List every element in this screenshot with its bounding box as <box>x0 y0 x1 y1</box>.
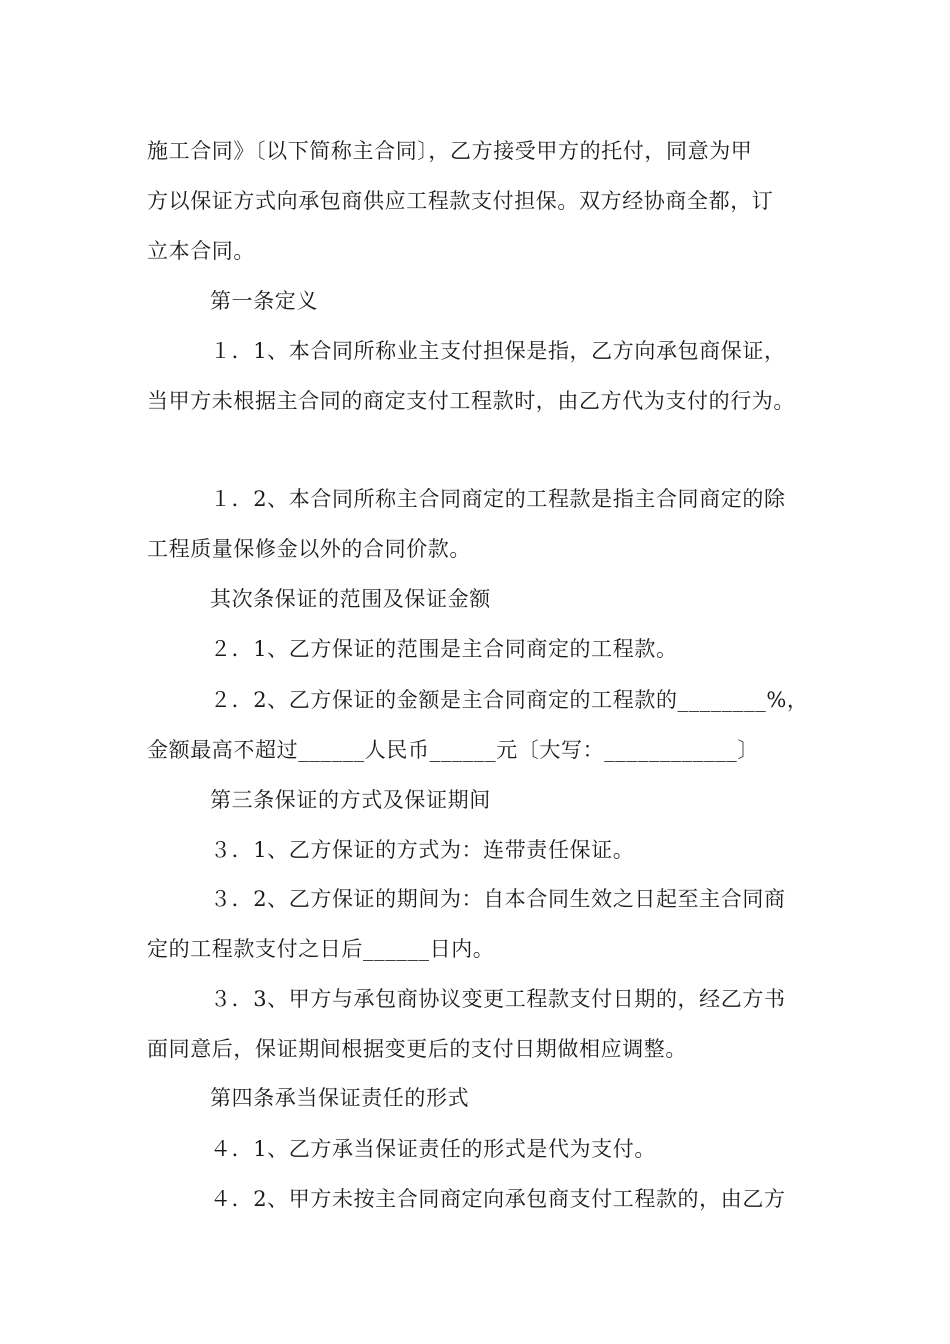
section-heading: 第一条定义 <box>210 289 318 313</box>
text-line: ３．3、甲方与承包商协议变更工程款支付日期的，经乙方书 <box>210 987 786 1011</box>
text-line: 金额最高不超过______人民币______元〔大写：____________〕 <box>147 738 759 762</box>
section-heading: 第三条保证的方式及保证期间 <box>210 788 491 812</box>
text-line: 工程质量保修金以外的合同价款。 <box>147 537 471 561</box>
text-line: ３．1、乙方保证的方式为：连带责任保证。 <box>210 838 635 862</box>
text-line: 当甲方未根据主合同的商定支付工程款时，由乙方代为支付的行为。 <box>147 389 795 413</box>
text-line: ２．1、乙方保证的范围是主合同商定的工程款。 <box>210 637 678 661</box>
text-line: ４．2、甲方未按主合同商定向承包商支付工程款的，由乙方 <box>210 1187 786 1211</box>
text-line: 定的工程款支付之日后______日内。 <box>147 937 495 961</box>
text-line: 方以保证方式向承包商供应工程款支付担保。双方经协商全都，订 <box>147 189 774 213</box>
text-line: 立本合同。 <box>147 239 255 263</box>
text-line: １．2、本合同所称主合同商定的工程款是指主合同商定的除 <box>210 487 786 511</box>
section-heading: 第四条承当保证责任的形式 <box>210 1086 470 1110</box>
section-heading: 其次条保证的范围及保证金额 <box>210 587 491 611</box>
text-line: 施工合同》〔以下简称主合同〕，乙方接受甲方的托付，同意为甲 <box>147 139 753 163</box>
text-line: １．1、本合同所称业主支付担保是指，乙方向承包商保证， <box>210 339 786 363</box>
text-line: ２．2、乙方保证的金额是主合同商定的工程款的________%， <box>210 688 809 712</box>
text-line: ４．1、乙方承当保证责任的形式是代为支付。 <box>210 1137 656 1161</box>
text-line: ３．2、乙方保证的期间为：自本合同生效之日起至主合同商 <box>210 887 786 911</box>
text-line: 面同意后，保证期间根据变更后的支付日期做相应调整。 <box>147 1037 687 1061</box>
